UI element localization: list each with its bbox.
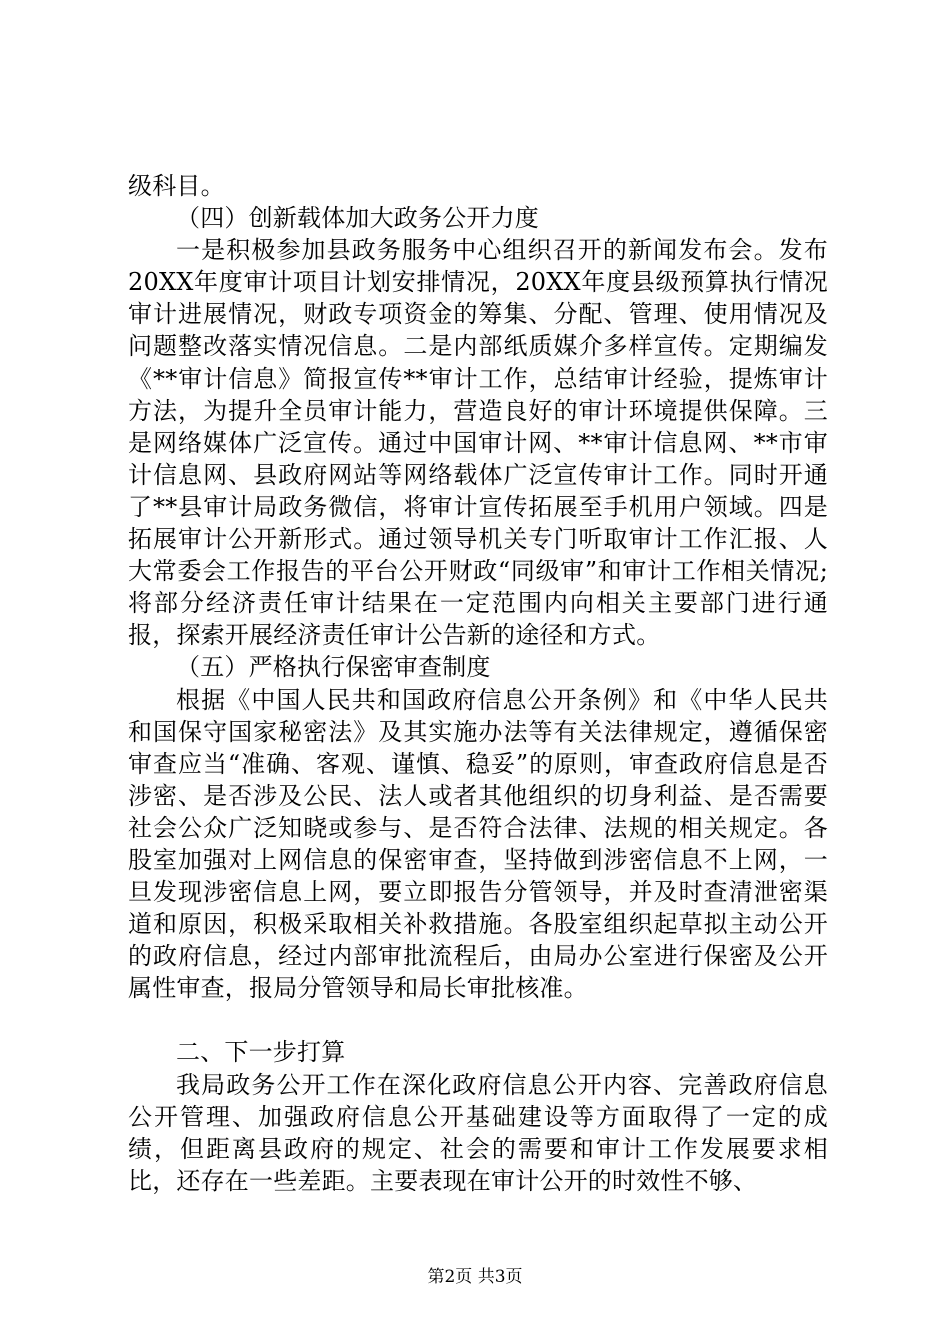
page-footer: 第2页 共3页 <box>427 1267 523 1287</box>
paragraph-gap <box>128 1004 828 1036</box>
paragraph-part-2: 我局政务公开工作在深化政府信息公开内容、完善政府信息公开管理、加强政府信息公开基础建设等方面取得了一定的成绩，但距离县政府的规定、社会的需要和审计工作发展要求相比，还存在一些差距。主要表现在审计公开的时效性不够、 <box>128 1070 828 1195</box>
document-body <box>128 170 828 1197</box>
paragraph-section-5: 根据《中国人民共和国政府信息公开条例》和《中华人民共和国保守国家秘密法》及其实施办法等有关法律规定，遵循保密审查应当“准确、客观、谨慎、稳妥”的原则，审查政府信息是否涉密、是否涉及公民、法人或者其他组织的切身利益、是否需要社会公众广泛知晓或参与、是否符合法律、法规的相关规定。各股室加强对上网信息的保密审查，坚持做到涉密信息不上网，一旦发现涉密信息上网，要立即报告分管领导，并及时查清泄密渠道和原因，积极采取相关补救措施。各股室组织起草拟主动公开的政府信息，经过内部审批流程后，由局办公室进行保密及公开属性审查，报局分管领导和局长审批核准。 <box>128 685 828 1003</box>
section-heading-4: （四）创新载体加大政务公开力度 <box>176 204 539 233</box>
section-heading-5: （五）严格执行保密审查制度 <box>176 653 491 682</box>
paragraph-section-4: 一是积极参加县政务服务中心组织召开的新闻发布会。发布20XX年度审计项目计划安排情况，20XX年度县级预算执行情况审计进展情况，财政专项资金的筹集、分配、管理、使用情况及问题整改落实情况信息。二是内部纸质媒介多样宣传。定期编发《**审计信息》简报宣传**审计工作，总结审计经验，提炼审计方法，为提升全员审计能力，营造良好的审计环境提供保障。三是网络媒体广泛宣传。通过中国审计网、**审计信息网、**市审计信息网、县政府网站等网络载体广泛宣传审计工作。同时开通了**县审计局政务微信，将审计宣传拓展至手机用户领域。四是拓展审计公开新形式。通过领导机关专门听取审计工作汇报、人大常委会工作报告的平台公开财政“同级审”和审计工作相关情况;将部分经济责任审计结果在一定范围内向相关主要部门进行通报，探索开展经济责任审计公告新的途径和方式。 <box>128 236 828 650</box>
paragraph-continuation: 级科目。 <box>128 172 225 200</box>
part-heading-2: 二、下一步打算 <box>176 1038 346 1067</box>
